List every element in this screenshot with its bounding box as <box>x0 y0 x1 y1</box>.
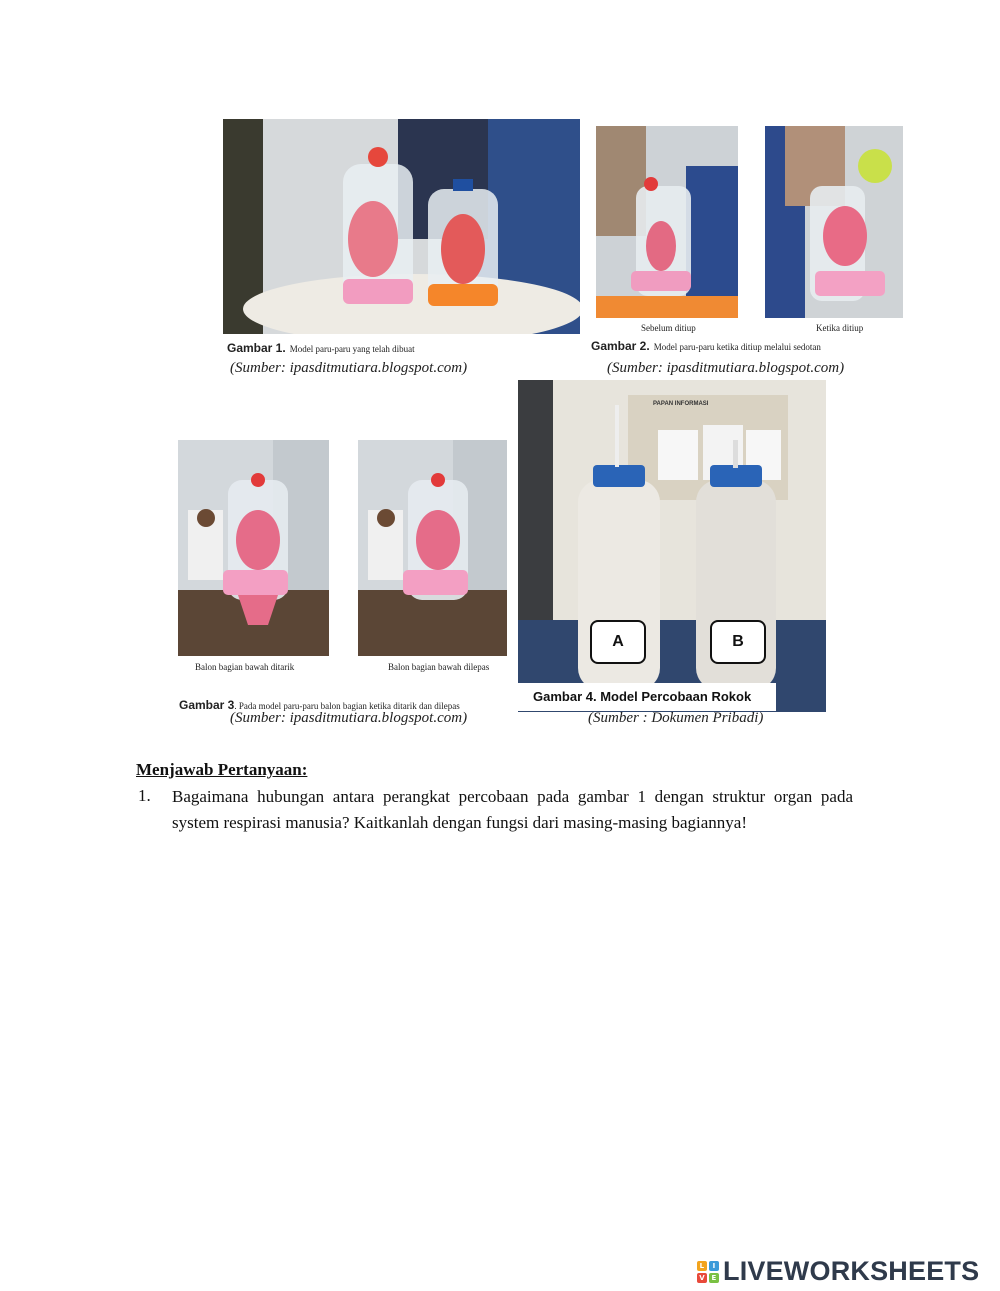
figure-3-source: (Sumber: ipasditmutiara.blogspot.com) <box>230 710 468 726</box>
liveworksheets-logo-icon <box>697 1261 719 1283</box>
brand-name: LIVEWORKSHEETS <box>723 1256 980 1286</box>
figure-1-prefix: Gambar 1. <box>227 341 286 355</box>
figure-4-label-a: A <box>590 620 646 664</box>
figure-3-label-pulled: Balon bagian bawah ditarik <box>195 662 295 672</box>
logo-letter-l: L <box>697 1261 707 1271</box>
figure-2-photo-before <box>596 126 738 318</box>
figure-2-label-before: Sebelum ditiup <box>641 323 696 333</box>
figure-1-caption-text: Model paru-paru yang telah dibuat <box>289 344 415 354</box>
figure-3-label-released: Balon bagian bawah dilepas <box>388 662 490 672</box>
figure-3-photo-pulled <box>178 440 329 656</box>
figure-2-photo-after <box>765 126 903 318</box>
figure-3-caption-text: . Pada model paru-paru balon bagian ketika ditarik dan dilepas <box>234 701 460 711</box>
figure-1-caption <box>227 339 415 357</box>
figure-4-caption: Gambar 4. Model Percobaan Rokok <box>533 689 752 704</box>
logo-letter-i: I <box>709 1261 719 1271</box>
question-1-number: 1. <box>138 786 151 805</box>
figure-4-photo <box>518 380 826 712</box>
questions-title: Menjawab Pertanyaan: <box>136 760 308 779</box>
figure-4-board-text: PAPAN INFORMASI <box>653 401 709 407</box>
figure-1-source: (Sumber: ipasditmutiara.blogspot.com) <box>230 360 468 376</box>
figure-1-photo <box>223 119 580 334</box>
figure-2-label-after: Ketika ditiup <box>816 323 864 333</box>
figure-4-label-b: B <box>710 620 766 664</box>
figure-2-source: (Sumber: ipasditmutiara.blogspot.com) <box>607 360 845 376</box>
figure-3-prefix: Gambar 3 <box>179 698 235 712</box>
logo-letter-e: E <box>709 1273 719 1283</box>
figure-4-caption-box <box>518 683 776 711</box>
figure-2-prefix: Gambar 2. <box>591 339 650 353</box>
figure-2-caption <box>591 337 821 355</box>
question-1-text: Bagaimana hubungan antara perangkat percobaan pada gambar 1 dengan struktur organ pada system respirasi manusia? Kaitkanlah dengan fungsi dari masing-masing bagiannya! <box>172 787 853 832</box>
logo-letter-v: V <box>697 1273 707 1283</box>
figure-4-source: (Sumber : Dokumen Pribadi) <box>588 710 764 726</box>
liveworksheets-brand[interactable] <box>697 1256 979 1287</box>
figure-2-caption-text: Model paru-paru ketika ditiup melalui sedotan <box>653 342 821 352</box>
figure-3-photo-released <box>358 440 507 656</box>
